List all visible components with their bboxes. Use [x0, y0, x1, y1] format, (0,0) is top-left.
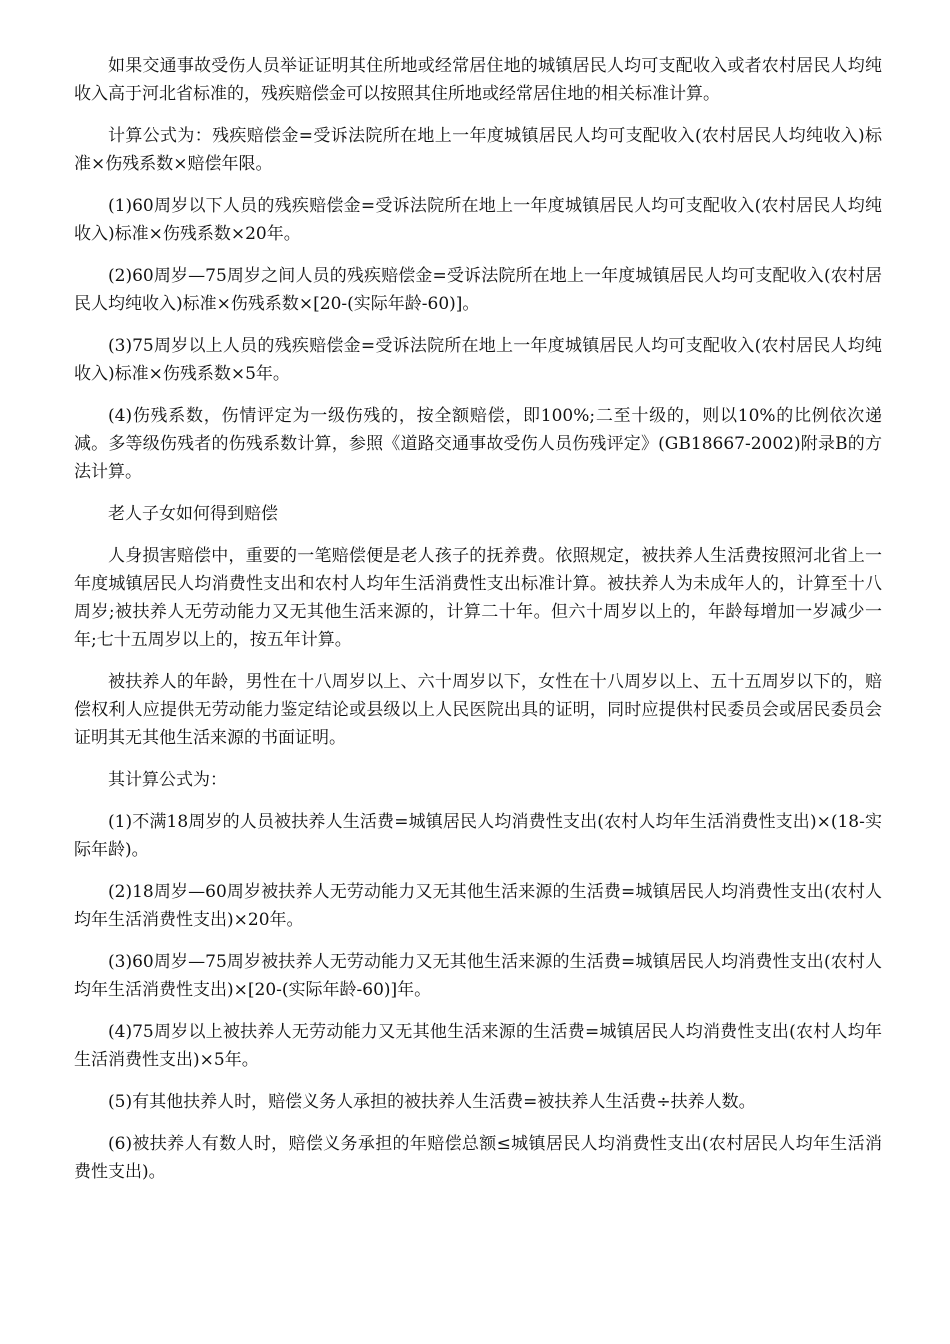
section-heading-dependents: 老人子女如何得到赔偿: [108, 504, 278, 524]
paragraph-formula-intro: 其计算公式为：: [108, 770, 227, 790]
paragraph-dependent-60-to-75: (3)60周岁—75周岁被扶养人无劳动能力又无其他生活来源的生活费=城镇居民人均消费性支出(农村人均年生活消费性支出)×[20-(实际年龄-60)]年。: [74, 952, 882, 1000]
paragraph-multiple-dependents: (6)被扶养人有数人时，赔偿义务承担的年赔偿总额≤城镇居民人均消费性支出(农村居民人均年生活消费性支出)。: [74, 1134, 882, 1182]
document-body: [74, 52, 882, 1200]
paragraph-dependent-living-cost: 人身损害赔偿中，重要的一笔赔偿便是老人孩子的抚养费。依照规定，被扶养人生活费按照河北省上一年度城镇居民人均消费性支出和农村人均年生活消费性支出标准计算。被扶养人为未成年人的，计算至十八周岁;被扶养人无劳动能力又无其他生活来源的，计算二十年。但六十周岁以上的，年龄每增加一岁减少一年;七十五周岁以上的，按五年计算。: [74, 546, 882, 650]
paragraph-disability-over-75: (3)75周岁以上人员的残疾赔偿金=受诉法院所在地上一年度城镇居民人均可支配收入(农村居民人均纯收入)标准×伤残系数×5年。: [74, 336, 882, 384]
paragraph-other-supporters: (5)有其他扶养人时，赔偿义务人承担的被扶养人生活费=被扶养人生活费÷扶养人数。: [108, 1092, 756, 1112]
paragraph-dependent-under-18: (1)不满18周岁的人员被扶养人生活费=城镇居民人均消费性支出(农村人均年生活消费性支出)×(18-实际年龄)。: [74, 812, 882, 860]
paragraph-disability-60-to-75: (2)60周岁—75周岁之间人员的残疾赔偿金=受诉法院所在地上一年度城镇居民人均可支配收入(农村居民人均纯收入)标准×伤残系数×[20-(实际年龄-60)]。: [74, 266, 882, 314]
paragraph-disability-formula: 计算公式为：残疾赔偿金=受诉法院所在地上一年度城镇居民人均可支配收入(农村居民人均纯收入)标准×伤残系数×赔偿年限。: [74, 126, 882, 174]
paragraph-dependent-over-75: (4)75周岁以上被扶养人无劳动能力又无其他生活来源的生活费=城镇居民人均消费性支出(农村人均年生活消费性支出)×5年。: [74, 1022, 882, 1070]
paragraph-disability-local-standard: 如果交通事故受伤人员举证证明其住所地或经常居住地的城镇居民人均可支配收入或者农村居民人均纯收入高于河北省标准的，残疾赔偿金可以按照其住所地或经常居住地的相关标准计算。: [74, 56, 882, 104]
paragraph-dependent-18-to-60: (2)18周岁—60周岁被扶养人无劳动能力又无其他生活来源的生活费=城镇居民人均消费性支出(农村人均年生活消费性支出)×20年。: [74, 882, 882, 930]
paragraph-disability-coefficient: (4)伤残系数，伤情评定为一级伤残的，按全额赔偿，即100%;二至十级的，则以10%的比例依次递减。多等级伤残者的伤残系数计算，参照《道路交通事故受伤人员伤残评定》(GB18667-2002)附录B的方法计算。: [74, 406, 882, 482]
paragraph-disability-under-60: (1)60周岁以下人员的残疾赔偿金=受诉法院所在地上一年度城镇居民人均可支配收入(农村居民人均纯收入)标准×伤残系数×20年。: [74, 196, 882, 244]
paragraph-dependent-age-proof: 被扶养人的年龄，男性在十八周岁以上、六十周岁以下，女性在十八周岁以上、五十五周岁以下的，赔偿权利人应提供无劳动能力鉴定结论或县级以上人民医院出具的证明，同时应提供村民委员会或居民委员会证明其无其他生活来源的书面证明。: [74, 672, 882, 748]
